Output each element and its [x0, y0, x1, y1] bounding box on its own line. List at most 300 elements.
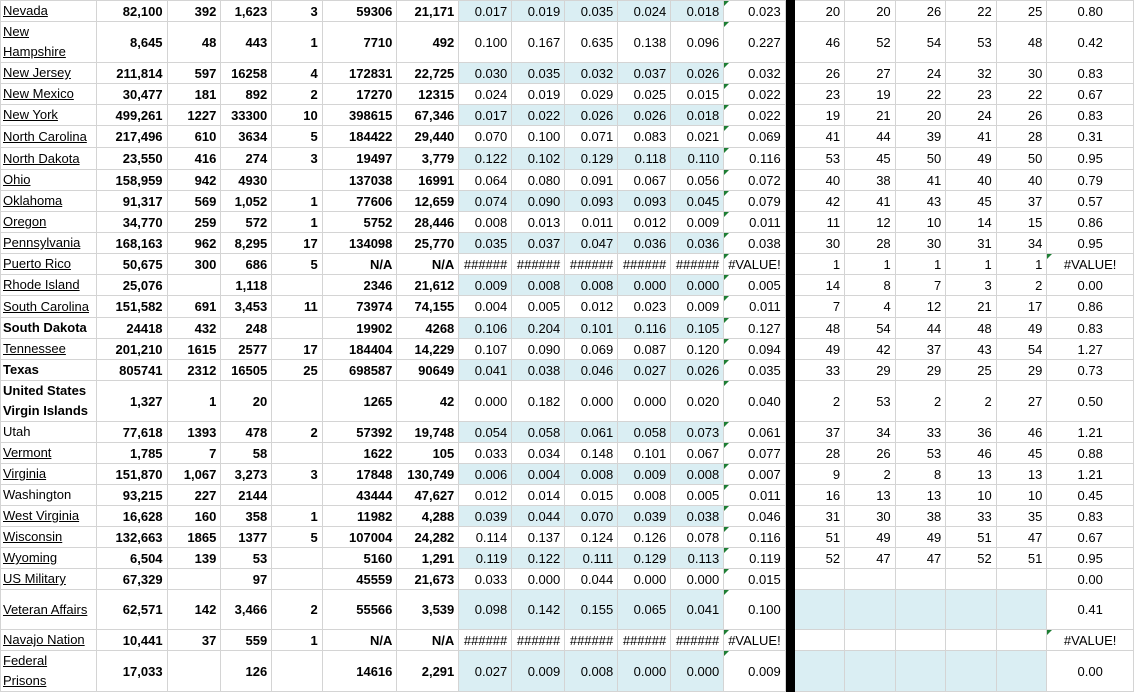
cell[interactable]: 30,477	[96, 84, 167, 105]
cell[interactable]: 42	[845, 339, 896, 360]
cell[interactable]: 0.033	[459, 443, 512, 464]
cell[interactable]: 53	[946, 22, 997, 63]
cell[interactable]: 2	[794, 381, 845, 422]
cell[interactable]: 48	[794, 318, 845, 339]
cell[interactable]: 28	[845, 233, 896, 254]
cell[interactable]: 37	[996, 191, 1047, 212]
cell[interactable]: 0.120	[671, 339, 724, 360]
cell[interactable]: 33	[895, 422, 946, 443]
cell[interactable]: 48	[996, 22, 1047, 63]
cell[interactable]	[946, 569, 997, 590]
cell[interactable]: 11	[272, 296, 323, 318]
cell[interactable]: 22	[895, 84, 946, 105]
cell[interactable]: 41	[794, 126, 845, 148]
cell[interactable]: 0.50	[1047, 381, 1134, 422]
cell[interactable]: 217,496	[96, 126, 167, 148]
cell[interactable]: 0.148	[565, 443, 618, 464]
cell[interactable]: 0.017	[459, 1, 512, 22]
row-name-link[interactable]: New York	[3, 107, 58, 122]
cell[interactable]: 3	[272, 148, 323, 170]
row-name-cell[interactable]	[1, 630, 97, 651]
cell[interactable]: 0.008	[459, 212, 512, 233]
cell[interactable]: 53	[895, 443, 946, 464]
row-name-cell[interactable]	[1, 590, 97, 630]
cell[interactable]: 54	[895, 22, 946, 63]
cell[interactable]: ######	[671, 630, 724, 651]
cell[interactable]: 7	[794, 296, 845, 318]
cell[interactable]: 34	[996, 233, 1047, 254]
cell[interactable]: 17,033	[96, 651, 167, 692]
cell[interactable]: 0.064	[459, 170, 512, 191]
row-name-cell[interactable]	[1, 381, 97, 422]
cell[interactable]	[996, 630, 1047, 651]
cell[interactable]: 19,748	[397, 422, 459, 443]
cell[interactable]: 0.100	[512, 126, 565, 148]
row-name-link[interactable]: Vermont	[3, 445, 52, 460]
cell[interactable]: 0.011	[724, 485, 786, 506]
cell[interactable]	[167, 569, 221, 590]
cell[interactable]: 49	[946, 148, 997, 170]
cell[interactable]: 59306	[322, 1, 397, 22]
cell[interactable]: 0.044	[565, 569, 618, 590]
cell[interactable]: 0.037	[512, 233, 565, 254]
cell[interactable]: 142	[167, 590, 221, 630]
cell[interactable]: 0.022	[724, 84, 786, 105]
cell[interactable]: 0.127	[724, 318, 786, 339]
cell[interactable]: 0.227	[724, 22, 786, 63]
cell[interactable]: 5752	[322, 212, 397, 233]
cell[interactable]: 26	[794, 63, 845, 84]
cell[interactable]: 0.105	[671, 318, 724, 339]
cell[interactable]: 3	[272, 1, 323, 22]
cell[interactable]: 0.083	[618, 126, 671, 148]
cell[interactable]: 41	[895, 170, 946, 191]
row-name-cell[interactable]	[1, 443, 97, 464]
cell[interactable]: 0.005	[512, 296, 565, 318]
cell[interactable]: 0.018	[671, 1, 724, 22]
cell[interactable]: 0.138	[618, 22, 671, 63]
cell[interactable]: 23	[946, 84, 997, 105]
cell[interactable]	[946, 590, 997, 630]
cell[interactable]: 30	[895, 233, 946, 254]
cell[interactable]: 691	[167, 296, 221, 318]
cell[interactable]: 559	[221, 630, 272, 651]
cell[interactable]: 248	[221, 318, 272, 339]
cell[interactable]: ######	[459, 630, 512, 651]
cell[interactable]: 91,317	[96, 191, 167, 212]
cell[interactable]: 7	[895, 275, 946, 296]
cell[interactable]: 0.009	[512, 651, 565, 692]
cell[interactable]: 0.069	[724, 126, 786, 148]
cell[interactable]: 0.054	[459, 422, 512, 443]
row-name-link[interactable]: US Military	[3, 571, 66, 586]
cell[interactable]: 6,504	[96, 548, 167, 569]
cell[interactable]: 0.035	[724, 360, 786, 381]
cell[interactable]: 805741	[96, 360, 167, 381]
cell[interactable]: 151,870	[96, 464, 167, 485]
cell[interactable]: 53	[845, 381, 896, 422]
cell[interactable]: 54	[845, 318, 896, 339]
cell[interactable]	[272, 651, 323, 692]
cell[interactable]: 300	[167, 254, 221, 275]
row-name-cell[interactable]	[1, 422, 97, 443]
cell[interactable]: 12	[845, 212, 896, 233]
cell[interactable]	[996, 569, 1047, 590]
row-name-link[interactable]: New Hampshire	[3, 24, 66, 59]
cell[interactable]: 90649	[397, 360, 459, 381]
cell[interactable]: 33300	[221, 105, 272, 126]
cell[interactable]: 0.070	[565, 506, 618, 527]
cell[interactable]: 0.026	[618, 105, 671, 126]
cell[interactable]: N/A	[322, 254, 397, 275]
cell[interactable]: 3,779	[397, 148, 459, 170]
cell[interactable]: 0.009	[671, 212, 724, 233]
cell[interactable]: 130,749	[397, 464, 459, 485]
cell[interactable]: 2	[895, 381, 946, 422]
cell[interactable]: 54	[996, 339, 1047, 360]
row-name-link[interactable]: North Carolina	[3, 128, 87, 144]
cell[interactable]: 0.019	[512, 84, 565, 105]
cell[interactable]: 0.014	[512, 485, 565, 506]
cell[interactable]: 8	[845, 275, 896, 296]
cell[interactable]: 29,440	[397, 126, 459, 148]
cell[interactable]: 49	[996, 318, 1047, 339]
cell[interactable]: 10	[996, 485, 1047, 506]
cell[interactable]: 28	[996, 126, 1047, 148]
cell[interactable]: 57392	[322, 422, 397, 443]
cell[interactable]: 0.00	[1047, 651, 1134, 692]
cell[interactable]: 0.025	[618, 84, 671, 105]
cell[interactable]: ######	[512, 254, 565, 275]
cell[interactable]: 24	[895, 63, 946, 84]
cell[interactable]: 572	[221, 212, 272, 233]
cell[interactable]: 33	[794, 360, 845, 381]
row-name-link[interactable]: Wyoming	[3, 550, 58, 565]
cell[interactable]: 0.080	[512, 170, 565, 191]
cell[interactable]: 0.83	[1047, 63, 1134, 84]
cell[interactable]: 62,571	[96, 590, 167, 630]
cell[interactable]: 0.95	[1047, 233, 1134, 254]
cell[interactable]: 597	[167, 63, 221, 84]
cell[interactable]: 0.006	[459, 464, 512, 485]
cell[interactable]: 4930	[221, 170, 272, 191]
cell[interactable]: 0.079	[724, 191, 786, 212]
cell[interactable]	[272, 569, 323, 590]
cell[interactable]: 0.107	[459, 339, 512, 360]
cell[interactable]: 32	[946, 63, 997, 84]
cell[interactable]: 0.009	[671, 296, 724, 318]
cell[interactable]: 0.046	[565, 360, 618, 381]
cell[interactable]: 0.129	[565, 148, 618, 170]
row-name-cell[interactable]	[1, 63, 97, 84]
cell[interactable]: 11	[794, 212, 845, 233]
cell[interactable]: 0.036	[671, 233, 724, 254]
cell[interactable]: 0.024	[618, 1, 671, 22]
cell[interactable]: 0.009	[459, 275, 512, 296]
cell[interactable]: 3634	[221, 126, 272, 148]
cell[interactable]	[794, 569, 845, 590]
cell[interactable]: 0.118	[618, 148, 671, 170]
cell[interactable]: ######	[671, 254, 724, 275]
cell[interactable]	[996, 590, 1047, 630]
cell[interactable]: 0.000	[512, 569, 565, 590]
row-name-cell[interactable]	[1, 212, 97, 233]
row-name-cell[interactable]	[1, 485, 97, 506]
cell[interactable]: 2	[996, 275, 1047, 296]
cell[interactable]: 0.022	[512, 105, 565, 126]
cell[interactable]: 0.129	[618, 548, 671, 569]
cell[interactable]: 22,725	[397, 63, 459, 84]
cell[interactable]: 0.119	[724, 548, 786, 569]
cell[interactable]: 0.039	[618, 506, 671, 527]
cell[interactable]: 0.094	[724, 339, 786, 360]
cell[interactable]: 0.013	[512, 212, 565, 233]
cell[interactable]: 0.098	[459, 590, 512, 630]
cell[interactable]: 16	[794, 485, 845, 506]
cell[interactable]: 52	[845, 22, 896, 63]
row-name-link[interactable]: Veteran Affairs	[3, 601, 88, 617]
cell[interactable]: 259	[167, 212, 221, 233]
cell[interactable]: 5	[272, 126, 323, 148]
cell[interactable]: 942	[167, 170, 221, 191]
cell[interactable]: 20	[221, 381, 272, 422]
cell[interactable]: 0.000	[618, 651, 671, 692]
cell[interactable]: 15	[996, 212, 1047, 233]
cell[interactable]: 1615	[167, 339, 221, 360]
cell[interactable]: 0.015	[671, 84, 724, 105]
cell[interactable]	[895, 651, 946, 692]
row-name-cell[interactable]	[1, 527, 97, 548]
cell[interactable]: 67,346	[397, 105, 459, 126]
cell[interactable]: 47,627	[397, 485, 459, 506]
cell[interactable]: 73974	[322, 296, 397, 318]
cell[interactable]: 0.033	[459, 569, 512, 590]
cell[interactable]: 0.008	[565, 464, 618, 485]
cell[interactable]: 0.038	[671, 506, 724, 527]
cell[interactable]: 0.012	[618, 212, 671, 233]
cell[interactable]: 0.012	[459, 485, 512, 506]
cell[interactable]: 0.067	[618, 170, 671, 191]
cell[interactable]: 398615	[322, 105, 397, 126]
cell[interactable]: 0.038	[512, 360, 565, 381]
cell[interactable]: 0.122	[512, 548, 565, 569]
cell[interactable]: 0.67	[1047, 84, 1134, 105]
row-name-cell[interactable]	[1, 651, 97, 692]
cell[interactable]: 48	[946, 318, 997, 339]
cell[interactable]: 13	[895, 485, 946, 506]
cell[interactable]: 3	[272, 464, 323, 485]
cell[interactable]: 0.73	[1047, 360, 1134, 381]
cell[interactable]: 0.41	[1047, 590, 1134, 630]
cell[interactable]: 184422	[322, 126, 397, 148]
cell[interactable]: 29	[996, 360, 1047, 381]
cell[interactable]: 168,163	[96, 233, 167, 254]
row-name-link[interactable]: Tennessee	[3, 341, 66, 356]
cell[interactable]: 17848	[322, 464, 397, 485]
cell[interactable]: 105	[397, 443, 459, 464]
cell[interactable]: 21,673	[397, 569, 459, 590]
cell[interactable]: #VALUE!	[1047, 254, 1134, 275]
cell[interactable]: 0.038	[724, 233, 786, 254]
cell[interactable]: 0.101	[565, 318, 618, 339]
cell[interactable]: 13	[845, 485, 896, 506]
cell[interactable]: 45	[996, 443, 1047, 464]
cell[interactable]: 27	[996, 381, 1047, 422]
cell[interactable]: 43	[895, 191, 946, 212]
cell[interactable]: 0.058	[512, 422, 565, 443]
cell[interactable]: 0.072	[724, 170, 786, 191]
cell[interactable]	[794, 630, 845, 651]
cell[interactable]: 0.119	[459, 548, 512, 569]
row-name-link[interactable]: West Virginia	[3, 508, 80, 523]
cell[interactable]: 0.00	[1047, 275, 1134, 296]
cell[interactable]: 0.00	[1047, 569, 1134, 590]
row-name-cell[interactable]	[1, 254, 97, 275]
cell[interactable]: 46	[794, 22, 845, 63]
cell[interactable]: 3	[946, 275, 997, 296]
cell[interactable]: 22	[946, 1, 997, 22]
cell[interactable]: 1	[272, 630, 323, 651]
cell[interactable]: 0.008	[512, 275, 565, 296]
cell[interactable]: 158,959	[96, 170, 167, 191]
cell[interactable]	[845, 590, 896, 630]
cell[interactable]: 0.111	[565, 548, 618, 569]
cell[interactable]	[895, 569, 946, 590]
cell[interactable]: 51	[946, 527, 997, 548]
cell[interactable]: 0.061	[565, 422, 618, 443]
cell[interactable]: 34	[845, 422, 896, 443]
row-name-cell[interactable]	[1, 170, 97, 191]
cell[interactable]: 26	[895, 1, 946, 22]
row-name-cell[interactable]	[1, 339, 97, 360]
cell[interactable]: 1865	[167, 527, 221, 548]
cell[interactable]: 0.026	[671, 63, 724, 84]
cell[interactable]: 16991	[397, 170, 459, 191]
cell[interactable]: 34,770	[96, 212, 167, 233]
cell[interactable]: 0.000	[618, 275, 671, 296]
cell[interactable]: 7	[167, 443, 221, 464]
row-name-cell[interactable]	[1, 569, 97, 590]
cell[interactable]: 16258	[221, 63, 272, 84]
cell[interactable]: 1	[946, 254, 997, 275]
cell[interactable]: N/A	[397, 254, 459, 275]
cell[interactable]: 4	[272, 63, 323, 84]
cell[interactable]: 0.047	[565, 233, 618, 254]
cell[interactable]: 51	[996, 548, 1047, 569]
cell[interactable]: 0.000	[565, 381, 618, 422]
cell[interactable]	[845, 630, 896, 651]
cell[interactable]: 29	[895, 360, 946, 381]
cell[interactable]: 17	[996, 296, 1047, 318]
cell[interactable]: 0.035	[565, 1, 618, 22]
cell[interactable]: 0.041	[459, 360, 512, 381]
cell[interactable]: 0.110	[671, 148, 724, 170]
cell[interactable]: 139	[167, 548, 221, 569]
cell[interactable]: 0.023	[724, 1, 786, 22]
row-name-link[interactable]: Puerto Rico	[3, 256, 71, 271]
cell[interactable]: 492	[397, 22, 459, 63]
cell[interactable]: #VALUE!	[724, 254, 786, 275]
cell[interactable]: 478	[221, 422, 272, 443]
cell[interactable]: 0.83	[1047, 318, 1134, 339]
cell[interactable]: 46	[946, 443, 997, 464]
cell[interactable]	[167, 651, 221, 692]
cell[interactable]: 43	[946, 339, 997, 360]
cell[interactable]: ######	[512, 630, 565, 651]
cell[interactable]: 21	[845, 105, 896, 126]
cell[interactable]: 5	[272, 527, 323, 548]
cell[interactable]: 30	[794, 233, 845, 254]
cell[interactable]: 40	[946, 170, 997, 191]
row-name-link[interactable]: North Dakota	[3, 150, 80, 166]
cell[interactable]: 0.000	[618, 381, 671, 422]
cell[interactable]: 4	[845, 296, 896, 318]
cell[interactable]: 0.026	[565, 105, 618, 126]
cell[interactable]: 0.093	[618, 191, 671, 212]
cell[interactable]: 0.011	[724, 296, 786, 318]
cell[interactable]: 25	[946, 360, 997, 381]
cell[interactable]	[272, 443, 323, 464]
cell[interactable]	[272, 318, 323, 339]
cell[interactable]: 3,273	[221, 464, 272, 485]
cell[interactable]: 0.137	[512, 527, 565, 548]
cell[interactable]: 58	[221, 443, 272, 464]
cell[interactable]: 0.155	[565, 590, 618, 630]
cell[interactable]: 1622	[322, 443, 397, 464]
cell[interactable]: 67,329	[96, 569, 167, 590]
cell[interactable]	[272, 381, 323, 422]
cell[interactable]: 37	[895, 339, 946, 360]
cell[interactable]: 0.86	[1047, 212, 1134, 233]
row-name-link[interactable]: Nevada	[3, 3, 48, 18]
cell[interactable]: 47	[996, 527, 1047, 548]
cell[interactable]: 52	[794, 548, 845, 569]
cell[interactable]	[272, 548, 323, 569]
row-name-cell[interactable]	[1, 360, 97, 381]
cell[interactable]: 0.101	[618, 443, 671, 464]
cell[interactable]: 2	[272, 590, 323, 630]
cell[interactable]: 0.116	[618, 318, 671, 339]
cell[interactable]: 1.21	[1047, 464, 1134, 485]
cell[interactable]: 0.022	[724, 105, 786, 126]
cell[interactable]: 97	[221, 569, 272, 590]
cell[interactable]: 0.027	[618, 360, 671, 381]
cell[interactable]: 0.95	[1047, 548, 1134, 569]
cell[interactable]: 1	[794, 254, 845, 275]
cell[interactable]: 0.008	[671, 464, 724, 485]
cell[interactable]: 42	[794, 191, 845, 212]
cell[interactable]	[895, 630, 946, 651]
cell[interactable]: 610	[167, 126, 221, 148]
cell[interactable]: 5160	[322, 548, 397, 569]
cell[interactable]: 4,288	[397, 506, 459, 527]
cell[interactable]: 0.635	[565, 22, 618, 63]
row-name-link[interactable]: Wisconsin	[3, 529, 63, 544]
cell[interactable]: 53	[794, 148, 845, 170]
cell[interactable]: 151,582	[96, 296, 167, 318]
cell[interactable]: 30	[845, 506, 896, 527]
cell[interactable]: 134098	[322, 233, 397, 254]
cell[interactable]: 0.020	[671, 381, 724, 422]
cell[interactable]: 107004	[322, 527, 397, 548]
cell[interactable]: 1	[845, 254, 896, 275]
cell[interactable]: 0.008	[565, 651, 618, 692]
cell[interactable]: 1	[272, 191, 323, 212]
cell[interactable]: 137038	[322, 170, 397, 191]
cell[interactable]: 1,118	[221, 275, 272, 296]
cell[interactable]: 274	[221, 148, 272, 170]
cell[interactable]: 74,155	[397, 296, 459, 318]
